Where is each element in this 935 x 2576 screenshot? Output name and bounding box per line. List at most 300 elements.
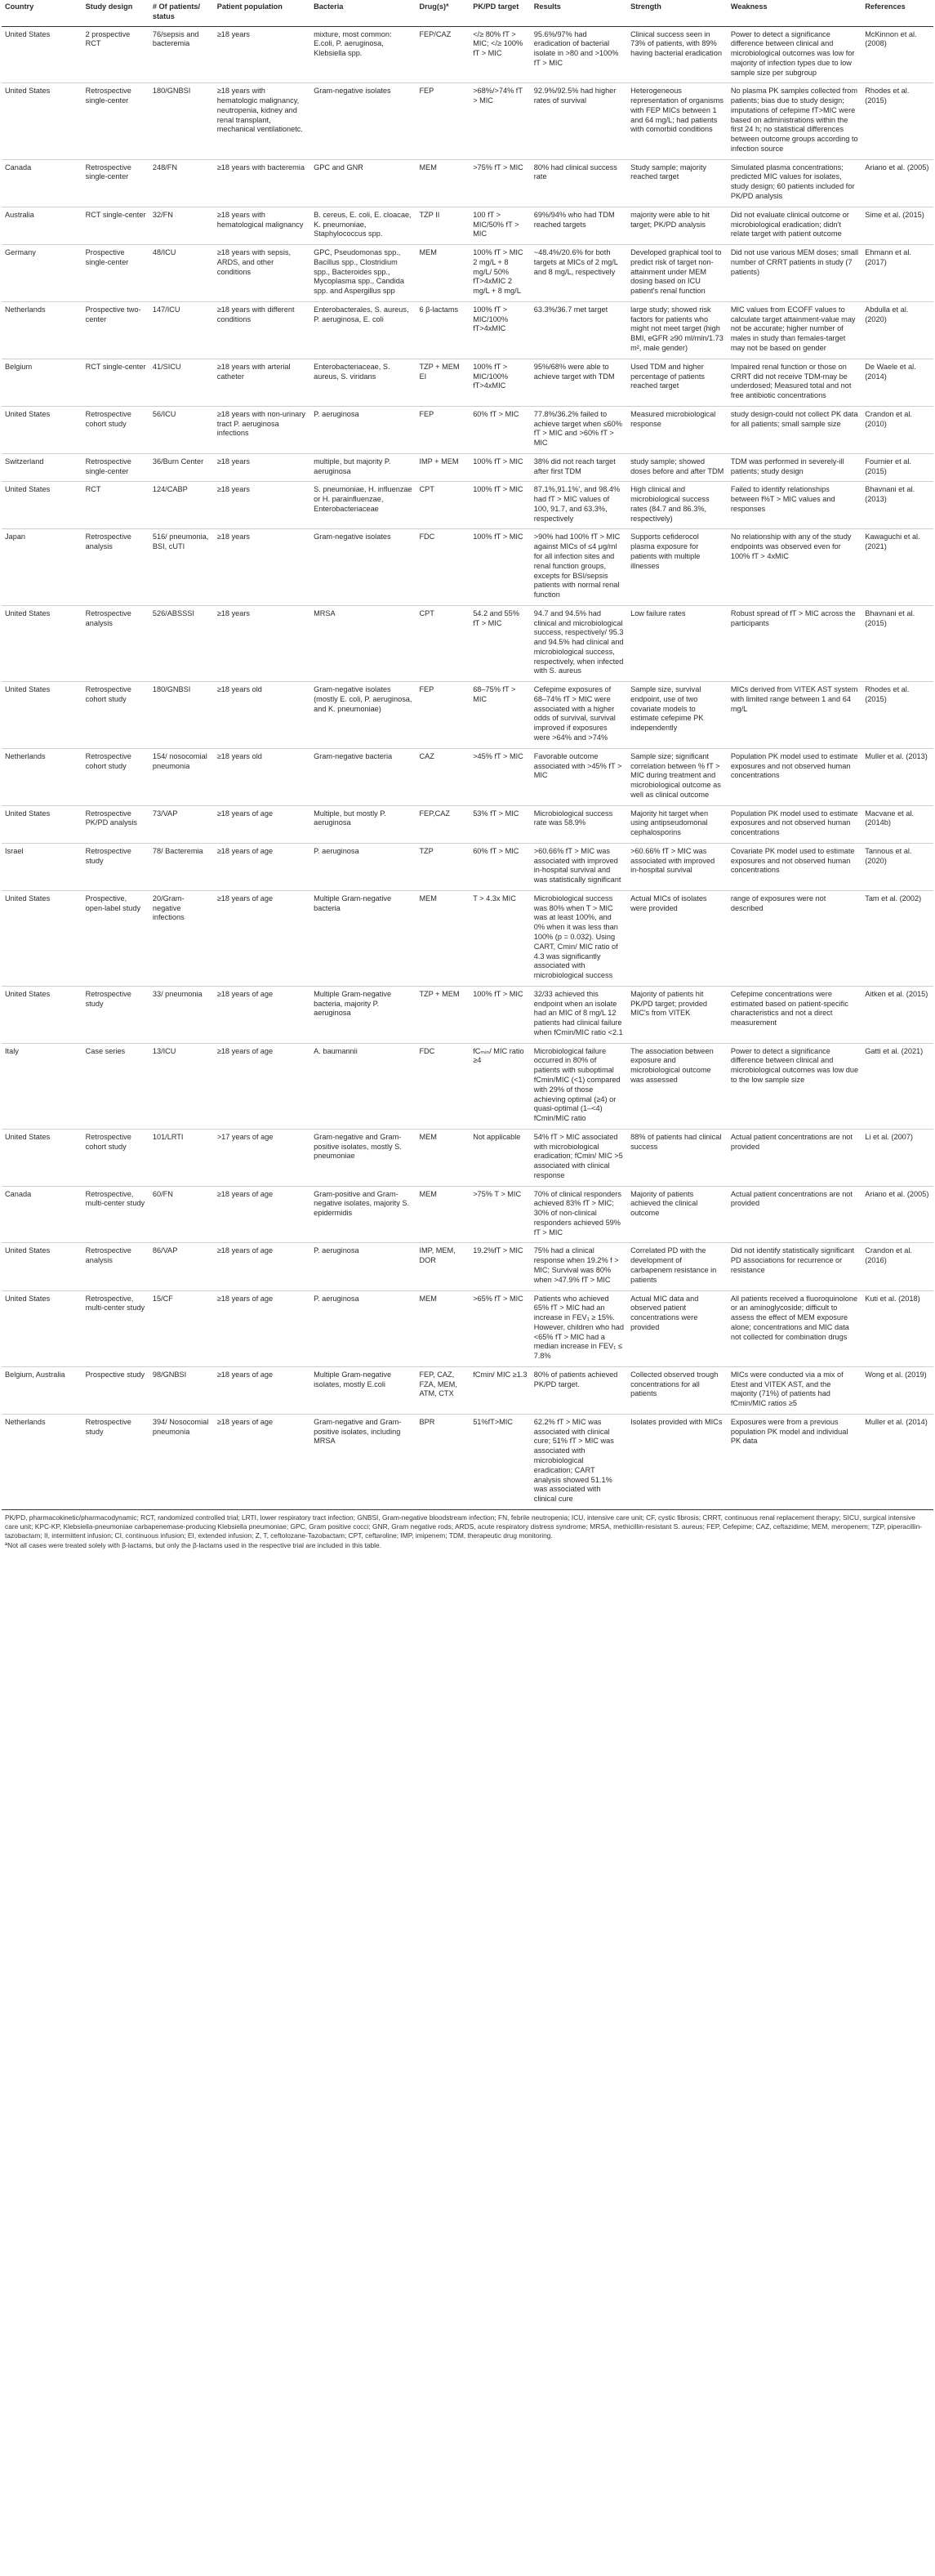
cell-study-design: Retrospective PK/PD analysis xyxy=(82,805,149,843)
cell-results: 77.8%/36.2% failed to achieve target when ≤60% fT > MIC and >60% fT > MIC xyxy=(531,406,627,453)
cell-results: >90% had 100% fT > MIC against MICs of ≤4 μg/ml for all infection sites and renal function groups, excepts for BSI/sepsis patients with normal renal function xyxy=(531,529,627,605)
cell-strength: 88% of patients had clinical success xyxy=(627,1129,728,1186)
cell-patient-population: ≥18 years of age xyxy=(214,1043,310,1129)
cell-study-design: Retrospective cohort study xyxy=(82,682,149,749)
cell-bacteria: A. baumannii xyxy=(310,1043,416,1129)
cell-patients-status: 124/CABP xyxy=(149,482,214,529)
cell-drugs: FDC xyxy=(416,1043,470,1129)
cell-strength: Majority of patients achieved the clinical outcome xyxy=(627,1186,728,1243)
cell-patient-population: ≥18 years of age xyxy=(214,843,310,890)
cell-pkpd-target: 68–75% fT > MIC xyxy=(470,682,531,749)
cell-patient-population: >17 years of age xyxy=(214,1129,310,1186)
cell-weakness: study design-could not collect PK data for all patients; small sample size xyxy=(728,406,862,453)
cell-patients-status: 526/ABSSSI xyxy=(149,605,214,681)
table-row xyxy=(2,453,933,482)
cell-references: Muller et al. (2014) xyxy=(862,1414,933,1509)
cell-references: Tam et al. (2002) xyxy=(862,890,933,986)
cell-references: Muller et al. (2013) xyxy=(862,748,933,805)
cell-weakness: Did not evaluate clinical outcome or microbiological eradication; didn't relate target with patient outcome xyxy=(728,207,862,244)
cell-pkpd-target: 51%fT>MIC xyxy=(470,1414,531,1509)
cell-patient-population: ≥18 years with different conditions xyxy=(214,301,310,359)
cell-drugs: FEP/CAZ xyxy=(416,26,470,83)
cell-patients-status: 248/FN xyxy=(149,159,214,207)
cell-drugs: BPR xyxy=(416,1414,470,1509)
cell-weakness: Robust spread of fT > MIC across the participants xyxy=(728,605,862,681)
cell-weakness: Actual patient concentrations are not provided xyxy=(728,1186,862,1243)
cell-patient-population: ≥18 years xyxy=(214,482,310,529)
cell-patient-population: ≥18 years old xyxy=(214,682,310,749)
table-row xyxy=(2,1366,933,1414)
cell-strength: Clinical success seen in 73% of patients, with 89% having bacterial eradication xyxy=(627,26,728,83)
cell-bacteria: P. aeruginosa xyxy=(310,843,416,890)
cell-weakness: Population PK model used to estimate exposures and not observed human concentrations xyxy=(728,805,862,843)
cell-patients-status: 60/FN xyxy=(149,1186,214,1243)
cell-pkpd-target: 100% fT > MIC xyxy=(470,453,531,482)
header-drugs: Drug(s)ª xyxy=(416,0,470,26)
cell-references: Ehmann et al. (2017) xyxy=(862,245,933,302)
cell-patients-status: 394/ Nosocomial pneumonia xyxy=(149,1414,214,1509)
cell-patients-status: 86/VAP xyxy=(149,1243,214,1290)
cell-patients-status: 32/FN xyxy=(149,207,214,244)
table-row xyxy=(2,1043,933,1129)
table-row xyxy=(2,1129,933,1186)
cell-country: Australia xyxy=(2,207,82,244)
cell-results: 63.3%/36.7 met target xyxy=(531,301,627,359)
cell-strength: Heterogeneous representation of organisms with FEP MICs between 1 and 64 mg/L; had patients with comorbid conditions xyxy=(627,83,728,159)
cell-bacteria: Multiple Gram-negative bacteria, majority P. aeruginosa xyxy=(310,986,416,1043)
cell-references: Tannous et al. (2020) xyxy=(862,843,933,890)
cell-study-design: Retrospective single-center xyxy=(82,453,149,482)
cell-strength: Isolates provided with MICs xyxy=(627,1414,728,1509)
cell-patients-status: 33/ pneumonia xyxy=(149,986,214,1043)
cell-study-design: Retrospective analysis xyxy=(82,1243,149,1290)
cell-references: Macvane et al. (2014b) xyxy=(862,805,933,843)
table-row xyxy=(2,359,933,406)
cell-drugs: FEP xyxy=(416,682,470,749)
cell-patients-status: 516/ pneumonia, BSI, cUTI xyxy=(149,529,214,605)
cell-study-design: Retrospective, multi-center study xyxy=(82,1186,149,1243)
cell-drugs: IMP, MEM, DOR xyxy=(416,1243,470,1290)
cell-patient-population: ≥18 years with hematological malignancy xyxy=(214,207,310,244)
cell-bacteria: Enterobacteriaceae, S. aureus, S. viridans xyxy=(310,359,416,406)
cell-drugs: TZP II xyxy=(416,207,470,244)
cell-results: 62.2% fT > MIC was associated with clinical cure; 51% fT > MIC was associated with microbiological eradication; CART analysis showed 51.1% was associated with clinical cure xyxy=(531,1414,627,1509)
table-row xyxy=(2,83,933,159)
header-strength: Strength xyxy=(627,0,728,26)
cell-patient-population: ≥18 years of age xyxy=(214,1290,310,1366)
cell-weakness: Impaired renal function or those on CRRT did not receive TDM-may be underdosed; Measured total and not free antibiotic concentrations xyxy=(728,359,862,406)
cell-pkpd-target: 100% fT > MIC xyxy=(470,986,531,1043)
cell-bacteria: Gram-negative bacteria xyxy=(310,748,416,805)
cell-patients-status: 13/ICU xyxy=(149,1043,214,1129)
cell-references: Crandon et al. (2010) xyxy=(862,406,933,453)
cell-pkpd-target: 100% fT > MIC xyxy=(470,482,531,529)
header-country: Country xyxy=(2,0,82,26)
cell-country: United States xyxy=(2,605,82,681)
cell-study-design: Prospective, open-label study xyxy=(82,890,149,986)
cell-patient-population: ≥18 years xyxy=(214,26,310,83)
cell-results: 54% fT > MIC associated with microbiological eradication; fCmin/ MIC >5 associated with clinical response xyxy=(531,1129,627,1186)
cell-pkpd-target: 100 fT > MIC/50% fT > MIC xyxy=(470,207,531,244)
cell-bacteria: Multiple Gram-negative bacteria xyxy=(310,890,416,986)
cell-study-design: Retrospective study xyxy=(82,986,149,1043)
cell-country: Netherlands xyxy=(2,1414,82,1509)
cell-pkpd-target: 100% fT > MIC/100% fT>4xMIC xyxy=(470,301,531,359)
cell-patient-population: ≥18 years old xyxy=(214,748,310,805)
cell-references: Bhavnani et al. (2015) xyxy=(862,605,933,681)
cell-strength: majority were able to hit target; PK/PD analysis xyxy=(627,207,728,244)
cell-study-design: Retrospective, multi-center study xyxy=(82,1290,149,1366)
table-header xyxy=(2,0,933,26)
cell-patients-status: 36/Burn Center xyxy=(149,453,214,482)
cell-pkpd-target: fCmin/ MIC ≥1.3 xyxy=(470,1366,531,1414)
cell-strength: Correlated PD with the development of carbapenem resistance in patients xyxy=(627,1243,728,1290)
table-row xyxy=(2,207,933,244)
cell-drugs: CPT xyxy=(416,605,470,681)
cell-country: United States xyxy=(2,83,82,159)
cell-references: Li et al. (2007) xyxy=(862,1129,933,1186)
cell-study-design: Retrospective analysis xyxy=(82,529,149,605)
cell-country: Germany xyxy=(2,245,82,302)
cell-study-design: Case series xyxy=(82,1043,149,1129)
cell-pkpd-target: >68%/>74% fT > MIC xyxy=(470,83,531,159)
table-row xyxy=(2,529,933,605)
cell-drugs: 6 β-lactams xyxy=(416,301,470,359)
cell-patients-status: 73/VAP xyxy=(149,805,214,843)
cell-drugs: FEP xyxy=(416,83,470,159)
header-patient-population: Patient population xyxy=(214,0,310,26)
cell-patient-population: ≥18 years of age xyxy=(214,1414,310,1509)
cell-strength: large study; showed risk factors for patients who might not meet target (high BMI, eGFR ≥90 ml/min/1.73 m², male gender) xyxy=(627,301,728,359)
cell-weakness: MIC values from ECOFF values to calculate target attainment-value may not be accurate; higher number of males in study than females-target may not be based on gender xyxy=(728,301,862,359)
cell-drugs: MEM xyxy=(416,245,470,302)
cell-study-design: RCT xyxy=(82,482,149,529)
cell-results: ~48.4%/20.6% for both targets at MICs of 2 mg/L and 8 mg/L, respectively xyxy=(531,245,627,302)
cell-results: 69%/94% who had TDM reached targets xyxy=(531,207,627,244)
cell-bacteria: GPC and GNR xyxy=(310,159,416,207)
cell-patients-status: 147/ICU xyxy=(149,301,214,359)
cell-bacteria: Multiple, but mostly P. aeruginosa xyxy=(310,805,416,843)
cell-references: Ariano et al. (2005) xyxy=(862,159,933,207)
cell-results: 95%/68% were able to achieve target with TDM xyxy=(531,359,627,406)
cell-bacteria: MRSA xyxy=(310,605,416,681)
cell-patients-status: 98/GNBSI xyxy=(149,1366,214,1414)
cell-weakness: range of exposures were not described xyxy=(728,890,862,986)
cell-strength: Developed graphical tool to predict risk of target non-attainment under MEM dosing based on ICU patient's renal function xyxy=(627,245,728,302)
cell-study-design: Retrospective single-center xyxy=(82,159,149,207)
cell-pkpd-target: T > 4.3x MIC xyxy=(470,890,531,986)
table-row xyxy=(2,245,933,302)
table-row xyxy=(2,605,933,681)
cell-country: Belgium xyxy=(2,359,82,406)
cell-country: United States xyxy=(2,890,82,986)
cell-country: Belgium, Australia xyxy=(2,1366,82,1414)
cell-study-design: Prospective two-center xyxy=(82,301,149,359)
cell-country: United States xyxy=(2,1243,82,1290)
header-references: References xyxy=(862,0,933,26)
cell-pkpd-target: 100% fT > MIC xyxy=(470,529,531,605)
cell-study-design: Retrospective study xyxy=(82,1414,149,1509)
cell-country: Japan xyxy=(2,529,82,605)
cell-drugs: MEM xyxy=(416,159,470,207)
cell-patient-population: ≥18 years of age xyxy=(214,1186,310,1243)
cell-patients-status: 78/ Bacteremia xyxy=(149,843,214,890)
cell-pkpd-target: fCₘᵢₙ/ MIC ratio ≥4 xyxy=(470,1043,531,1129)
cell-study-design: Retrospective cohort study xyxy=(82,406,149,453)
cell-weakness: Exposures were from a previous population PK model and individual PK data xyxy=(728,1414,862,1509)
cell-results: 75% had a clinical response when 19.2% f > MIC; Survival was 80% when >47.9% fT > MIC xyxy=(531,1243,627,1290)
cell-country: Israel xyxy=(2,843,82,890)
cell-bacteria: mixture, most common: E.coli, P. aeruginosa, Klebsiella spp. xyxy=(310,26,416,83)
cell-patients-status: 101/LRTI xyxy=(149,1129,214,1186)
cell-patients-status: 20/Gram-negative infections xyxy=(149,890,214,986)
cell-strength: Majority of patients hit PK/PD target; provided MIC's from VITEK xyxy=(627,986,728,1043)
cell-weakness: Failed to identify relationships between f%T > MIC values and responses xyxy=(728,482,862,529)
cell-results: 80% had clinical success rate xyxy=(531,159,627,207)
cell-references: Rhodes et al. (2015) xyxy=(862,682,933,749)
cell-weakness: Cefepime concentrations were estimated based on patient-specific characteristics and not a direct measurement xyxy=(728,986,862,1043)
cell-country: Netherlands xyxy=(2,301,82,359)
cell-strength: Majority hit target when using antipseudomonal cephalosporins xyxy=(627,805,728,843)
cell-study-design: Prospective single-center xyxy=(82,245,149,302)
cell-weakness: No plasma PK samples collected from patients; bias due to study design; imputations of cefepime fT>MIC were based on administrations within the first 24 h; no statistical differences between outcome groups according to infection source xyxy=(728,83,862,159)
cell-patient-population: ≥18 years with arterial catheter xyxy=(214,359,310,406)
cell-weakness: TDM was performed in severely-ill patients; study design xyxy=(728,453,862,482)
cell-references: Aitken et al. (2015) xyxy=(862,986,933,1043)
cell-references: Crandon et al. (2016) xyxy=(862,1243,933,1290)
cell-patients-status: 180/GNBSI xyxy=(149,83,214,159)
cell-pkpd-target: >45% fT > MIC xyxy=(470,748,531,805)
cell-patient-population: ≥18 years of age xyxy=(214,1243,310,1290)
cell-bacteria: S. pneumoniae, H. influenzae or H. parainfluenzae, Enterobacteriaceae xyxy=(310,482,416,529)
cell-country: United States xyxy=(2,682,82,749)
cell-references: Sime et al. (2015) xyxy=(862,207,933,244)
cell-references: McKinnon et al. (2008) xyxy=(862,26,933,83)
cell-patient-population: ≥18 years of age xyxy=(214,1366,310,1414)
cell-bacteria: B. cereus, E. coli, E. cloacae, K. pneumoniae, Staphylococcus spp. xyxy=(310,207,416,244)
cell-pkpd-target: </≥ 80% fT > MIC; </≥ 100% fT > MIC xyxy=(470,26,531,83)
table-row xyxy=(2,26,933,83)
cell-country: United States xyxy=(2,482,82,529)
cell-results: 80% of patients achieved PK/PD target. xyxy=(531,1366,627,1414)
cell-country: United States xyxy=(2,986,82,1043)
cell-drugs: FDC xyxy=(416,529,470,605)
cell-patient-population: ≥18 years of age xyxy=(214,986,310,1043)
cell-study-design: Retrospective cohort study xyxy=(82,748,149,805)
cell-references: Kuti et al. (2018) xyxy=(862,1290,933,1366)
cell-results: 94.7 and 94.5% had clinical and microbiological success, respectively/ 95.3 and 94.5% had clinical and microbiological success, respectively, when infected with S. aureus xyxy=(531,605,627,681)
cell-study-design: Retrospective single-center xyxy=(82,83,149,159)
cell-drugs: CPT xyxy=(416,482,470,529)
table-row xyxy=(2,843,933,890)
cell-bacteria: Gram-negative and Gram-positive isolates, including MRSA xyxy=(310,1414,416,1509)
header-results: Results xyxy=(531,0,627,26)
cell-drugs: FEP, CAZ, FZA, MEM, ATM, CTX xyxy=(416,1366,470,1414)
cell-drugs: MEM xyxy=(416,1186,470,1243)
table-row xyxy=(2,1290,933,1366)
cell-strength: Sample size; significant correlation between % fT > MIC during treatment and microbiological outcome as well as clinical outcome xyxy=(627,748,728,805)
cell-pkpd-target: 100% fT > MIC 2 mg/L + 8 mg/L/ 50% fT>4xMIC 2 mg/L + 8 mg/L xyxy=(470,245,531,302)
cell-references: Wong et al. (2019) xyxy=(862,1366,933,1414)
cell-drugs: TZP + MEM EI xyxy=(416,359,470,406)
table-row xyxy=(2,1186,933,1243)
cell-bacteria: multiple, but majority P. aeruginosa xyxy=(310,453,416,482)
cell-drugs: CAZ xyxy=(416,748,470,805)
cell-weakness: No relationship with any of the study endpoints was observed even for 100% fT > 4xMIC xyxy=(728,529,862,605)
cell-study-design: Retrospective study xyxy=(82,843,149,890)
cell-results: Favorable outcome associated with >45% fT > MIC xyxy=(531,748,627,805)
cell-weakness: Covariate PK model used to estimate exposures and not observed human concentrations xyxy=(728,843,862,890)
cell-bacteria: P. aeruginosa xyxy=(310,1290,416,1366)
cell-strength: Study sample; majority reached target xyxy=(627,159,728,207)
cell-patient-population: ≥18 years of age xyxy=(214,805,310,843)
cell-country: Italy xyxy=(2,1043,82,1129)
cell-drugs: MEM xyxy=(416,1129,470,1186)
footnote-abbreviations: PK/PD, pharmacokinetic/pharmacodynamic; RCT, randomized controlled trial; LRTI, lower respiratory tract infection; GNBSI, Gram-negative bloodstream infection; FN, febrile neutropenia; ICU, intensive care unit; CF, cystic fibrosis; CRRT, continuous renal replacement therapy; SICU, surgical intensive care unit; KPC-KP, Klebsiella-pneumoniae carbapenemase-producing Klebsiella pneumoniae; GPC, Gram positive cocci; GNR, Gram negative rods; ARDS, acute respiratory distress syndrome; MRSA, methicillin-resistant S. aureus; FEP, Cefepime; CAZ, ceftazidime; MEM, meropenem; TZP, piperacillin-tazobactam; II, intermittent infusion; CI, continuous infusion; EI, extended infusion; Z, T, ceftolozane-Tazobactam; CPT, ceftaroline; IMP, imipenem; TDM, therapeutic drug monitoring. xyxy=(5,1513,923,1540)
cell-study-design: Retrospective analysis xyxy=(82,605,149,681)
cell-drugs: TZP + MEM xyxy=(416,986,470,1043)
cell-bacteria: Gram-positive and Gram-negative isolates, majority S. epidermidis xyxy=(310,1186,416,1243)
cell-pkpd-target: >75% T > MIC xyxy=(470,1186,531,1243)
cell-country: United States xyxy=(2,26,82,83)
cell-patient-population: ≥18 years xyxy=(214,453,310,482)
cell-bacteria: Gram-negative and Gram-positive isolates, mostly S. pneumoniae xyxy=(310,1129,416,1186)
cell-strength: Collected observed trough concentrations for all patients xyxy=(627,1366,728,1414)
cell-strength: study sample; showed doses before and after TDM xyxy=(627,453,728,482)
table-row xyxy=(2,301,933,359)
cell-strength: Sample size, survival endpoint, use of two covariate models to estimate cefepime PK independently xyxy=(627,682,728,749)
cell-bacteria: GPC, Pseudomonas spp., Bacillus spp., Clostridium spp., Bacteroides spp., Mycoplasma spp., Candida spp. and Aspergillus spp xyxy=(310,245,416,302)
cell-results: 38% did not reach target after first TDM xyxy=(531,453,627,482)
table-row xyxy=(2,1243,933,1290)
cell-drugs: FEP xyxy=(416,406,470,453)
cell-results: 70% of clinical responders achieved 83% fT > MIC; 30% of non-clinical responders achieved 59% fT > MIC xyxy=(531,1186,627,1243)
header-pkpd-target: PK/PD target xyxy=(470,0,531,26)
cell-results: 92.9%/92.5% had higher rates of survival xyxy=(531,83,627,159)
cell-bacteria: Gram-negative isolates xyxy=(310,83,416,159)
cell-patients-status: 41/SICU xyxy=(149,359,214,406)
cell-country: Canada xyxy=(2,1186,82,1243)
cell-bacteria: Gram-negative isolates xyxy=(310,529,416,605)
table-row xyxy=(2,805,933,843)
table-row xyxy=(2,986,933,1043)
table-row xyxy=(2,1414,933,1509)
cell-country: United States xyxy=(2,406,82,453)
cell-country: Netherlands xyxy=(2,748,82,805)
header-patients-status: # Of patients/ status xyxy=(149,0,214,26)
cell-patients-status: 154/ nosocomial pneumonia xyxy=(149,748,214,805)
cell-strength: High clinical and microbiological success rates (84.7 and 86.3%, respectively) xyxy=(627,482,728,529)
cell-country: United States xyxy=(2,1290,82,1366)
cell-patient-population: ≥18 years xyxy=(214,529,310,605)
cell-pkpd-target: 19.2%fT > MIC xyxy=(470,1243,531,1290)
cell-strength: The association between exposure and microbiological outcome was assessed xyxy=(627,1043,728,1129)
cell-patient-population: ≥18 years with sepsis, ARDS, and other conditions xyxy=(214,245,310,302)
cell-weakness: All patients received a fluoroquinolone or an aminoglycoside; difficult to assess the effect of MEM exposure alone; concentrations and MIC data not collected for combination drugs xyxy=(728,1290,862,1366)
cell-references: Bhavnani et al. (2013) xyxy=(862,482,933,529)
cell-references: Kawaguchi et al. (2021) xyxy=(862,529,933,605)
cell-weakness: MICs derived from VITEK AST system with limited range between 1 and 64 mg/L xyxy=(728,682,862,749)
cell-strength: Actual MIC data and observed patient concentrations were provided xyxy=(627,1290,728,1366)
cell-pkpd-target: 60% fT > MIC xyxy=(470,406,531,453)
cell-patients-status: 48/ICU xyxy=(149,245,214,302)
cell-results: >60.66% fT > MIC was associated with improved in-hospital survival and was statistically significant xyxy=(531,843,627,890)
cell-country: United States xyxy=(2,805,82,843)
cell-weakness: Simulated plasma concentrations; predicted MIC values for isolates, study design; 60 patients included for PK/PD analysis xyxy=(728,159,862,207)
cell-patient-population: ≥18 years with bacteremia xyxy=(214,159,310,207)
cell-drugs: MEM xyxy=(416,890,470,986)
cell-results: Microbiological success rate was 58.9% xyxy=(531,805,627,843)
cell-patients-status: 15/CF xyxy=(149,1290,214,1366)
cell-patient-population: ≥18 years of age xyxy=(214,890,310,986)
cell-pkpd-target: 100% fT > MIC/100% fT>4xMIC xyxy=(470,359,531,406)
cell-pkpd-target: 53% fT > MIC xyxy=(470,805,531,843)
table-row xyxy=(2,748,933,805)
cell-bacteria: Gram-negative isolates (mostly E. coli, P. aeruginosa, and K. pneumoniae) xyxy=(310,682,416,749)
cell-strength: Actual MICs of isolates were provided xyxy=(627,890,728,986)
cell-references: Ariano et al. (2005) xyxy=(862,1186,933,1243)
cell-bacteria: Multiple Gram-negative isolates, mostly E.coli xyxy=(310,1366,416,1414)
cell-pkpd-target: >75% fT > MIC xyxy=(470,159,531,207)
header-weakness: Weakness xyxy=(728,0,862,26)
table-footnotes xyxy=(2,1510,933,1554)
cell-references: Gatti et al. (2021) xyxy=(862,1043,933,1129)
cell-patients-status: 56/ICU xyxy=(149,406,214,453)
cell-bacteria: P. aeruginosa xyxy=(310,406,416,453)
cell-strength: Used TDM and higher percentage of patients reached target xyxy=(627,359,728,406)
cell-references: De Waele et al. (2014) xyxy=(862,359,933,406)
cell-patients-status: 180/GNBSI xyxy=(149,682,214,749)
cell-patient-population: ≥18 years xyxy=(214,605,310,681)
cell-results: Microbiological success was 80% when T > MIC was at least 100%, and 0% when it was less than 100% (p = 0.032). Using CART, Cmin/ MIC ratio of 4.3 was significantly associated with microbiological success xyxy=(531,890,627,986)
cell-strength: Low failure rates xyxy=(627,605,728,681)
cell-drugs: IMP + MEM xyxy=(416,453,470,482)
cell-drugs: FEP,CAZ xyxy=(416,805,470,843)
cell-weakness: Power to detect a significance difference between clinical and microbiological outcomes was low for majority of infection types due to low sample size per subgroup xyxy=(728,26,862,83)
cell-results: Cefepime exposures of 68–74% fT > MIC were associated with a higher odds of survival, survival improved if exposures were >64% and >74% xyxy=(531,682,627,749)
footnote-note: ªNot all cases were treated solely with β-lactams, but only the β-lactams used in the respective trial are included in this table. xyxy=(5,1541,382,1550)
cell-pkpd-target: >65% fT > MIC xyxy=(470,1290,531,1366)
cell-study-design: RCT single-center xyxy=(82,359,149,406)
cell-results: 32/33 achieved this endpoint when an isolate had an MIC of 8 mg/L 12 patients had clinical failure when fCmin/MIC ratio <2.1 xyxy=(531,986,627,1043)
cell-references: Abdulla et al. (2020) xyxy=(862,301,933,359)
cell-country: United States xyxy=(2,1129,82,1186)
table-row xyxy=(2,406,933,453)
cell-weakness: Population PK model used to estimate exposures and not observed human concentrations xyxy=(728,748,862,805)
cell-weakness: Did not use various MEM doses; small number of CRRT patients in study (7 patients) xyxy=(728,245,862,302)
cell-study-design: Prospective study xyxy=(82,1366,149,1414)
cell-drugs: TZP xyxy=(416,843,470,890)
cell-patient-population: ≥18 years with non-urinary tract P. aeruginosa infections xyxy=(214,406,310,453)
cell-strength: Supports cefiderocol plasma exposure for patients with multiple illnesses xyxy=(627,529,728,605)
cell-references: Rhodes et al. (2015) xyxy=(862,83,933,159)
cell-study-design: Retrospective cohort study xyxy=(82,1129,149,1186)
cell-results: Patients who achieved 65% fT > MIC had an increase in FEV₁ ≥ 15%. However, children who had <65% fT > MIC had a median increase in FEV₁ ≤ 7.8% xyxy=(531,1290,627,1366)
cell-results: Microbiological failure occurred in 80% of patients with suboptimal fCmin/MIC (<1) compared with 29% of those achieving optimal (≥4) or quasi-optimal (1–<4) fCmin/MIC ratio xyxy=(531,1043,627,1129)
cell-patients-status: 76/sepsis and bacteremia xyxy=(149,26,214,83)
cell-bacteria: Enterobacterales, S. aureus, P. aeruginosa, E. coli xyxy=(310,301,416,359)
header-study-design: Study design xyxy=(82,0,149,26)
table-row xyxy=(2,482,933,529)
cell-weakness: Actual patient concentrations are not provided xyxy=(728,1129,862,1186)
table-row xyxy=(2,682,933,749)
cell-pkpd-target: 54.2 and 55% fT > MIC xyxy=(470,605,531,681)
cell-drugs: MEM xyxy=(416,1290,470,1366)
header-bacteria: Bacteria xyxy=(310,0,416,26)
cell-strength: >60.66% fT > MIC was associated with improved in-hospital survival xyxy=(627,843,728,890)
table-row xyxy=(2,890,933,986)
cell-strength: Measured microbiological response xyxy=(627,406,728,453)
